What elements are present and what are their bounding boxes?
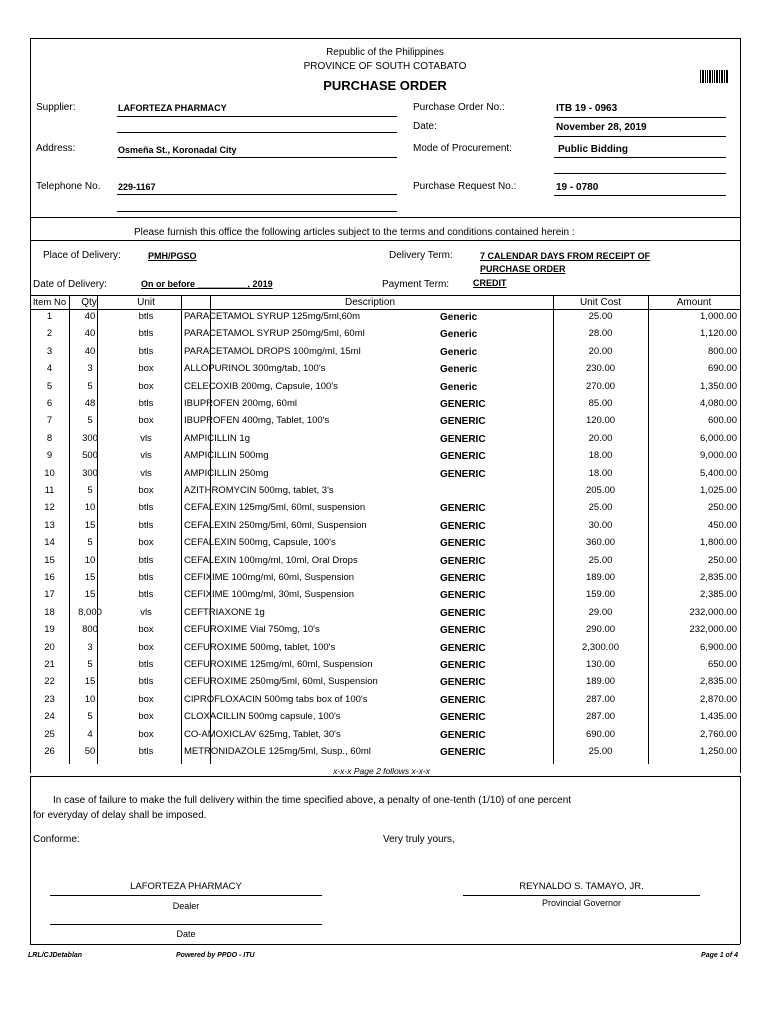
cell-unit: box — [138, 485, 154, 496]
cell-unit: btls — [138, 502, 154, 514]
footer-right-rule — [740, 776, 741, 944]
cell-description: CEFUROXIME 500mg, tablet, 100's — [184, 641, 336, 653]
cell-item: 16 — [44, 572, 55, 583]
table-top-rule — [30, 295, 740, 296]
cell-qty: 800 — [82, 624, 98, 636]
cell-unit-cost: 25.00 — [588, 554, 613, 566]
cell-amount: 1,025.00 — [700, 485, 737, 496]
address-underline — [117, 157, 397, 158]
cell-unit-cost: 25.00 — [588, 746, 613, 757]
cell-amount: 1,120.00 — [700, 328, 737, 340]
cell-amount: 6,000.00 — [700, 432, 737, 444]
cell-amount: 450.00 — [707, 519, 737, 531]
cell-unit: vls — [140, 606, 152, 618]
date-underline — [554, 136, 726, 137]
cell-unit-cost: 18.00 — [588, 467, 613, 479]
cell-unit: btls — [138, 345, 154, 357]
cell-generic: GENERIC — [440, 625, 486, 637]
cell-amount: 1,000.00 — [700, 311, 737, 322]
cell-generic: GENERIC — [440, 607, 486, 619]
cell-unit: box — [138, 641, 154, 653]
cell-amount: 6,900.00 — [700, 641, 737, 653]
cell-generic: Generic — [440, 329, 478, 341]
footer-left-rule — [30, 776, 31, 944]
cell-amount: 232,000.00 — [689, 606, 737, 618]
cell-description: IBUPROFEN 200mg, 60ml — [184, 398, 297, 409]
cell-qty: 5 — [87, 537, 93, 549]
cell-amount: 5,400.00 — [700, 467, 737, 479]
cell-generic: GENERIC — [440, 520, 486, 532]
cell-amount: 2,870.00 — [700, 693, 737, 705]
pr-underline — [554, 195, 726, 196]
cell-unit: vls — [140, 450, 152, 462]
date-label: Date: — [413, 121, 437, 132]
po-value: ITB 19 - 0963 — [556, 103, 618, 114]
col-header-item: Item No — [32, 297, 67, 308]
col-header-description: Description — [344, 297, 396, 308]
cell-description: PARACETAMOL SYRUP 125mg/5ml,60m — [184, 311, 360, 322]
cell-description: IBUPROFEN 400mg, Tablet, 100's — [184, 415, 330, 427]
cell-unit-cost: 287.00 — [585, 693, 616, 705]
cell-amount: 1,435.00 — [700, 711, 737, 723]
cell-unit-cost: 230.00 — [585, 363, 616, 375]
cell-amount: 650.00 — [707, 659, 737, 670]
cell-qty: 50 — [84, 746, 96, 757]
cell-amount: 2,760.00 — [700, 728, 737, 740]
col-header-unit-cost: Unit Cost — [579, 297, 622, 308]
cell-unit-cost: 28.00 — [588, 328, 613, 340]
cell-item: 15 — [44, 554, 55, 566]
dealer-date-line — [50, 924, 322, 925]
cell-qty: 10 — [84, 554, 96, 566]
address-value: Osmeña St., Koronadal City — [118, 145, 237, 155]
frame-right — [740, 38, 741, 773]
cell-generic: GENERIC — [440, 468, 486, 480]
cell-unit: btls — [138, 398, 154, 409]
cell-qty: 3 — [87, 641, 93, 653]
cell-description: AZITHROMYCIN 500mg, tablet, 3's — [184, 485, 334, 496]
signatory-name: REYNALDO S. TAMAYO, JR. — [519, 881, 644, 892]
cell-unit-cost: 189.00 — [585, 676, 616, 688]
conforme-label: Conforme: — [33, 834, 80, 845]
cell-unit-cost: 690.00 — [585, 728, 616, 740]
address-label: Address: — [36, 143, 76, 154]
cell-item: 3 — [46, 345, 53, 357]
cell-qty: 15 — [84, 676, 96, 688]
closing-text: Very truly yours, — [383, 834, 455, 845]
cell-generic: GENERIC — [440, 399, 486, 410]
cell-item: 25 — [44, 728, 55, 740]
cell-item: 26 — [44, 746, 55, 757]
cell-unit-cost: 18.00 — [588, 450, 613, 462]
cell-qty: 10 — [84, 693, 96, 705]
cell-unit-cost: 25.00 — [588, 502, 613, 514]
cell-unit-cost: 2,300.00 — [582, 641, 619, 653]
cell-description: CEFUROXIME 250mg/5ml, 60ml, Suspension — [184, 676, 378, 688]
cell-description: CEFTRIAXONE 1g — [184, 606, 265, 618]
mode-underline-2 — [554, 173, 726, 174]
cell-generic: GENERIC — [440, 694, 486, 706]
cell-item: 1 — [46, 311, 53, 322]
cell-generic: GENERIC — [440, 660, 486, 671]
cell-qty: 40 — [84, 311, 96, 322]
cell-description: PARACETAMOL DROPS 100mg/ml, 15ml — [184, 345, 361, 357]
cell-generic: GENERIC — [440, 677, 486, 689]
cell-item: 8 — [46, 432, 53, 444]
cell-description: METRONIDAZOLE 125mg/5ml, Susp., 60ml — [184, 746, 371, 757]
cell-unit: box — [138, 363, 154, 375]
cell-generic: Generic — [440, 381, 478, 393]
instructions-top-rule — [30, 217, 740, 218]
cell-unit: btls — [138, 554, 154, 566]
dealer-date-label: Date — [176, 929, 196, 939]
cell-qty: 15 — [84, 519, 96, 531]
mode-underline — [554, 157, 726, 158]
cell-unit-cost: 205.00 — [585, 485, 616, 496]
cell-unit-cost: 360.00 — [585, 537, 616, 549]
cell-unit: btls — [138, 676, 154, 688]
cell-generic: GENERIC — [440, 712, 486, 724]
supplier-value: LAFORTEZA PHARMACY — [118, 103, 227, 113]
cell-description: CEFALEXIN 125mg/5ml, 60ml, suspension — [184, 502, 366, 514]
cell-description: CEFIXIME 100mg/ml, 30ml, Suspension — [184, 589, 355, 601]
telephone-value: 229-1167 — [118, 182, 156, 192]
cell-qty: 3 — [87, 363, 93, 375]
frame-top — [30, 38, 740, 39]
cell-item: 10 — [44, 467, 55, 479]
cell-qty: 5 — [87, 711, 93, 723]
cell-unit-cost: 30.00 — [588, 519, 613, 531]
place-value: PMH/PGSO — [148, 251, 197, 261]
cell-qty: 40 — [84, 345, 96, 357]
cell-item: 22 — [44, 676, 55, 688]
cell-generic: Generic — [440, 364, 478, 376]
cell-amount: 690.00 — [707, 363, 737, 375]
cell-qty: 5 — [87, 415, 93, 427]
cell-unit-cost: 287.00 — [585, 711, 616, 723]
cell-amount: 1,250.00 — [700, 746, 737, 757]
header-republic: Republic of the Philippines — [326, 47, 444, 58]
mode-label: Mode of Procurement: — [413, 143, 512, 154]
pr-value: 19 - 0780 — [556, 182, 599, 193]
cell-item: 18 — [44, 606, 55, 618]
cell-generic: GENERIC — [440, 416, 486, 428]
cell-generic: GENERIC — [440, 729, 486, 741]
cell-qty: 48 — [84, 398, 96, 409]
delivery-date-label: Date of Delivery: — [33, 279, 107, 290]
cell-item: 24 — [44, 711, 55, 723]
cell-description: CEFIXIME 100mg/ml, 60ml, Suspension — [184, 572, 355, 583]
cell-item: 14 — [44, 537, 55, 549]
cell-item: 17 — [44, 589, 55, 601]
cell-qty: 5 — [87, 659, 93, 670]
cell-description: CEFUROXIME Vial 750mg, 10's — [184, 624, 320, 636]
cell-qty: 15 — [84, 589, 96, 601]
cell-description: CLOXACILLIN 500mg capsule, 100's — [184, 711, 341, 723]
cell-unit-cost: 189.00 — [585, 572, 616, 583]
cell-unit: vls — [140, 467, 152, 479]
cell-item: 19 — [44, 624, 55, 636]
cell-unit: btls — [138, 746, 154, 757]
cell-item: 5 — [46, 380, 53, 392]
cell-unit-cost: 25.00 — [588, 311, 613, 322]
cell-qty: 4 — [87, 728, 93, 740]
cell-unit-cost: 159.00 — [585, 589, 616, 601]
cell-description: AMPICILLIN 500mg — [184, 450, 269, 462]
cell-amount: 4,080.00 — [700, 398, 737, 409]
cell-qty: 5 — [87, 380, 93, 392]
barcode-icon — [700, 70, 728, 83]
continuation-note: x-x-x Page 2 follows x-x-x — [333, 766, 430, 776]
cell-description: CEFUROXIME 125mg/ml, 60ml, Suspension — [184, 659, 373, 670]
cell-amount: 9,000.00 — [700, 450, 737, 462]
cell-unit-cost: 29.00 — [588, 606, 613, 618]
place-label: Place of Delivery: — [43, 250, 121, 261]
cell-item: 2 — [46, 328, 53, 340]
cell-item: 6 — [46, 398, 53, 409]
cell-description: ALLOPURINOL 300mg/tab, 100's — [184, 363, 326, 375]
mode-value: Public Bidding — [558, 144, 628, 155]
delivery-term-value-2: PURCHASE ORDER — [480, 264, 566, 274]
telephone-underline-2 — [117, 211, 397, 212]
penalty-line-2: for everyday of delay shall be imposed. — [33, 810, 207, 821]
cell-unit-cost: 20.00 — [588, 432, 613, 444]
cell-qty: 10 — [84, 502, 96, 514]
date-value: November 28, 2019 — [556, 122, 647, 133]
po-label: Purchase Order No.: — [413, 102, 505, 113]
pr-label: Purchase Request No.: — [413, 181, 517, 192]
delivery-date-value: On or before __________, 2019 — [141, 279, 273, 289]
footer-top-rule — [30, 776, 740, 777]
cell-description: CEFALEXIN 250mg/5ml, 60ml, Suspension — [184, 519, 367, 531]
supplier-underline-2 — [117, 132, 397, 133]
cell-item: 21 — [44, 659, 55, 670]
supplier-underline — [117, 116, 397, 117]
dealer-signature-line — [50, 895, 322, 896]
cell-generic: GENERIC — [440, 642, 486, 654]
cell-unit: box — [138, 415, 154, 427]
cell-generic: GENERIC — [440, 555, 486, 567]
cell-unit: box — [138, 537, 154, 549]
cell-generic: GENERIC — [440, 538, 486, 550]
cell-amount: 600.00 — [707, 415, 737, 427]
cell-amount: 232,000.00 — [689, 624, 737, 636]
cell-description: AMPICILLIN 1g — [184, 432, 250, 444]
cell-unit-cost: 270.00 — [585, 380, 616, 392]
col-header-unit: Unit — [137, 297, 155, 308]
telephone-label: Telephone No. — [36, 181, 101, 192]
table-header-rule — [30, 309, 740, 310]
cell-description: CIPROFLOXACIN 500mg tabs box of 100's — [184, 693, 368, 705]
cell-unit-cost: 85.00 — [588, 398, 613, 409]
cell-unit: box — [138, 380, 154, 392]
cell-amount: 800.00 — [707, 345, 737, 357]
cell-unit-cost: 130.00 — [585, 659, 616, 670]
cell-generic: GENERIC — [440, 451, 486, 463]
instructions-text: Please furnish this office the following articles subject to the terms and conditions contained herein : — [134, 227, 575, 238]
cell-description: CO-AMOXICLAV 625mg, Tablet, 30's — [184, 728, 341, 740]
reference-code: LRL/CJDetablan — [28, 952, 83, 959]
cell-unit-cost: 20.00 — [588, 345, 613, 357]
payment-term-value: CREDIT — [473, 278, 507, 288]
cell-unit: box — [138, 693, 154, 705]
cell-description: PARACETAMOL SYRUP 250mg/5ml, 60ml — [184, 328, 365, 340]
signatory-line — [463, 895, 700, 896]
supplier-label: Supplier: — [36, 102, 76, 113]
cell-unit: btls — [138, 519, 154, 531]
cell-item: 20 — [44, 641, 55, 653]
cell-generic: GENERIC — [440, 573, 486, 584]
cell-qty: 8,000 — [78, 606, 102, 618]
cell-amount: 2,385.00 — [700, 589, 737, 601]
cell-amount: 2,835.00 — [700, 572, 737, 583]
cell-item: 13 — [44, 519, 55, 531]
cell-unit: btls — [138, 659, 154, 670]
telephone-underline — [117, 194, 397, 195]
cell-amount: 250.00 — [707, 502, 737, 514]
cell-description: CEFALEXIN 100mg/ml, 10ml, Oral Drops — [184, 554, 358, 566]
cell-item: 11 — [44, 485, 55, 496]
cell-qty: 5 — [87, 485, 93, 496]
cell-description: AMPICILLIN 250mg — [184, 467, 269, 479]
cell-generic: GENERIC — [440, 747, 486, 758]
cell-qty: 300 — [82, 467, 98, 479]
cell-item: 7 — [46, 415, 53, 427]
col-header-qty: Qty. — [81, 297, 99, 308]
delivery-term-label: Delivery Term: — [389, 250, 453, 261]
cell-unit: box — [138, 711, 154, 723]
cell-item: 9 — [46, 450, 53, 462]
cell-qty: 15 — [84, 572, 96, 583]
cell-generic: Generic — [440, 312, 478, 323]
powered-by: Powered by PPDO - ITU — [176, 952, 255, 959]
cell-unit: vls — [140, 432, 152, 444]
cell-unit: btls — [138, 572, 154, 583]
cell-qty: 300 — [82, 432, 98, 444]
cell-unit: btls — [138, 311, 154, 322]
cell-qty: 500 — [82, 450, 98, 462]
page-title: PURCHASE ORDER — [323, 78, 447, 93]
dealer-name: LAFORTEZA PHARMACY — [130, 881, 242, 892]
cell-generic: GENERIC — [440, 590, 486, 602]
cell-unit: btls — [138, 328, 154, 340]
footer-bottom-rule — [30, 944, 740, 945]
cell-amount: 1,350.00 — [700, 380, 737, 392]
cell-generic: GENERIC — [440, 433, 486, 445]
page-number: Page 1 of 4 — [701, 952, 738, 959]
cell-unit: box — [138, 728, 154, 740]
cell-unit-cost: 290.00 — [585, 624, 616, 636]
cell-generic: GENERIC — [440, 503, 486, 515]
signatory-title: Provincial Governor — [541, 898, 622, 908]
cell-unit-cost: 120.00 — [585, 415, 616, 427]
col-header-amount: Amount — [676, 297, 712, 308]
instructions-bottom-rule — [30, 240, 740, 241]
cell-item: 23 — [44, 693, 55, 705]
dealer-label: Dealer — [172, 901, 200, 911]
payment-term-label: Payment Term: — [382, 279, 450, 290]
cell-generic: Generic — [440, 346, 478, 358]
po-underline — [554, 117, 726, 118]
penalty-line-1: In case of failure to make the full delivery within the time specified above, a penalty of one-tenth (1/10) of one percent — [53, 795, 572, 806]
cell-description: CELECOXIB 200mg, Capsule, 100's — [184, 380, 338, 392]
cell-unit: box — [138, 624, 154, 636]
cell-qty: 40 — [84, 328, 96, 340]
header-province: PROVINCE OF SOUTH COTABATO — [303, 61, 467, 72]
cell-item: 4 — [46, 363, 53, 375]
delivery-term-value-1: 7 CALENDAR DAYS FROM RECEIPT OF — [480, 251, 651, 261]
cell-item: 12 — [44, 502, 55, 514]
cell-amount: 1,800.00 — [700, 537, 737, 549]
cell-description: CEFALEXIN 500mg, Capsule, 100's — [184, 537, 336, 549]
cell-unit: btls — [138, 589, 154, 601]
cell-amount: 250.00 — [707, 554, 737, 566]
cell-amount: 2,835.00 — [700, 676, 737, 688]
